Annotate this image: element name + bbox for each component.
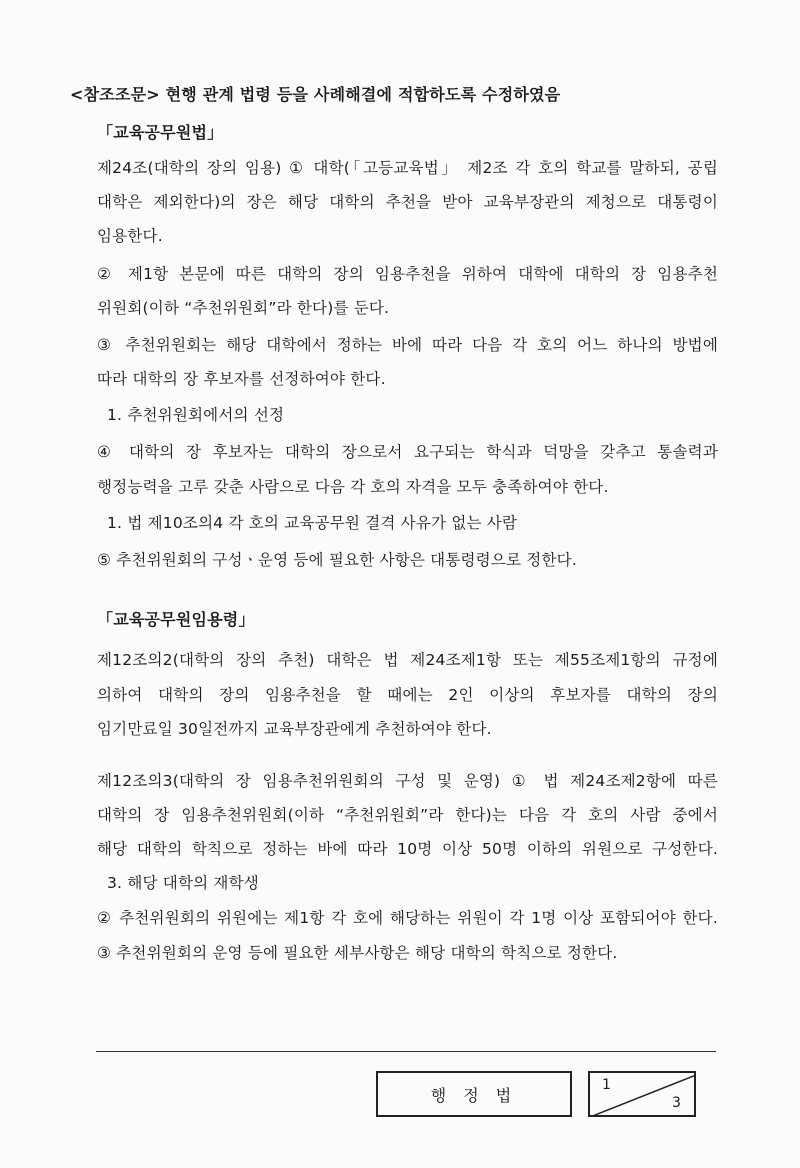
page-number-box — [588, 1071, 696, 1117]
text-line: 임용한다. — [97, 227, 163, 245]
footer-subject-box — [376, 1071, 572, 1117]
page-current: 1 — [602, 1077, 611, 1093]
text-line: 위원회(이하 “추천위원회”라 한다)를 둔다. — [97, 299, 390, 317]
law-title-education-officials-act: 「교육공무원법」 — [97, 123, 224, 142]
page-total: 3 — [672, 1095, 681, 1111]
text-line: 임기만료일 30일전까지 교육부장관에게 추천하여야 한다. — [97, 720, 492, 738]
text-line: 행정능력을 고루 갖춘 사람으로 다음 각 호의 자격을 모두 충족하여야 한다. — [97, 478, 609, 496]
text-line: 제12조의3(대학의 장 임용추천위원회의 구성 및 운영) ① 법 제24조제2항에 따른 — [97, 772, 718, 790]
text-line: 해당 대학의 학칙으로 정하는 바에 따라 10명 이상 50명 이하의 위원으로 구성한다. — [97, 840, 718, 858]
text-line: ③ 추천위원회의 운영 등에 필요한 세부사항은 해당 대학의 학칙으로 정한다. — [97, 944, 618, 962]
list-item: 3. 해당 대학의 재학생 — [107, 874, 259, 892]
text-line: 제12조의2(대학의 장의 추천) 대학은 법 제24조제1항 또는 제55조제1항의 규정에 — [97, 651, 718, 669]
text-line: ③ 추천위원회는 해당 대학에서 정하는 바에 따라 다음 각 호의 어느 하나의 방법에 — [97, 336, 718, 354]
text-line: 제24조(대학의 장의 임용) ① 대학(「고등교육법」 제2조 각 호의 학교를 말하되, 공립 — [97, 159, 718, 177]
text-line: ② 제1항 본문에 따른 대학의 장의 임용추천을 위하여 대학에 대학의 장 임용추천 — [97, 265, 718, 283]
text-line: 대학은 제외한다)의 장은 해당 대학의 추천을 받아 교육부장관의 제청으로 대통령이 — [97, 193, 718, 211]
text-line: 대학의 장 임용추천위원회(이하 “추천위원회”라 한다)는 다음 각 호의 사람 중에서 — [97, 806, 718, 824]
text-line: ④ 대학의 장 후보자는 대학의 장으로서 요구되는 학식과 덕망을 갖추고 통솔력과 — [97, 443, 718, 461]
reference-note: <참조조문> 현행 관계 법령 등을 사례해결에 적합하도록 수정하였음 — [70, 85, 561, 104]
footer-divider — [96, 1051, 716, 1052]
text-line: ② 추천위원회의 위원에는 제1항 각 호에 해당하는 위원이 각 1명 이상 포함되어야 한다. — [97, 909, 718, 927]
text-line: 의하여 대학의 장의 임용추천을 할 때에는 2인 이상의 후보자를 대학의 장의 — [97, 686, 718, 704]
list-item: 1. 법 제10조의4 각 호의 교육공무원 결격 사유가 없는 사람 — [107, 514, 518, 532]
law-title-appointment-decree: 「교육공무원임용령」 — [97, 610, 255, 629]
list-item: 1. 추천위원회에서의 선정 — [107, 406, 285, 424]
text-line: ⑤ 추천위원회의 구성ㆍ운영 등에 필요한 사항은 대통령령으로 정한다. — [97, 551, 577, 569]
footer-subject: 행 정 법 — [430, 1085, 518, 1105]
text-line: 따라 대학의 장 후보자를 선정하여야 한다. — [97, 370, 386, 388]
